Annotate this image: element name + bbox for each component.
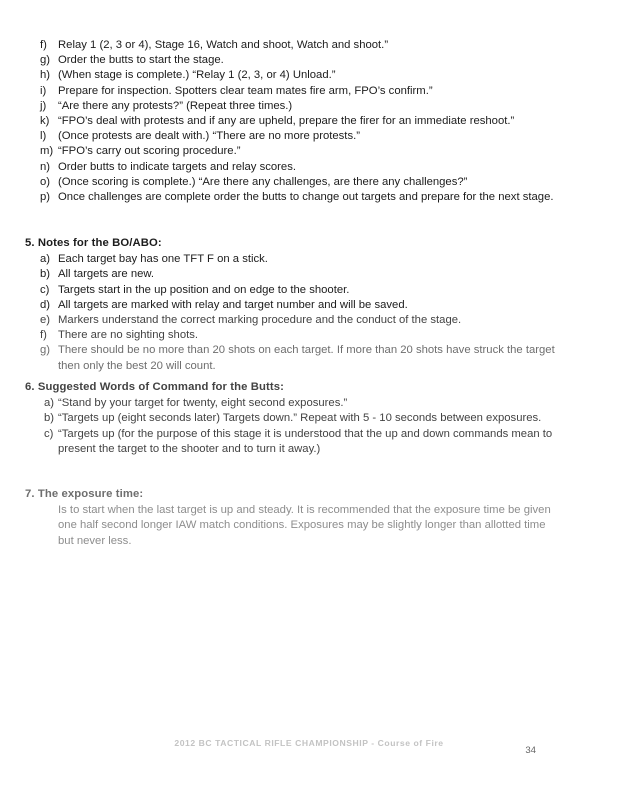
section-7-block <box>0 487 618 549</box>
section-5-heading: 5. Notes for the BO/ABO: <box>25 237 162 249</box>
list-marker: c) <box>44 427 54 440</box>
list-item <box>0 190 618 205</box>
list-marker: b) <box>44 412 55 425</box>
list-item <box>0 411 618 426</box>
list-marker: d) <box>40 298 51 311</box>
section-7-heading: 7. The exposure time: <box>25 488 144 500</box>
list-item <box>0 68 618 83</box>
list-marker: e) <box>40 314 51 327</box>
list-text: (Once scoring is complete.) “Are there any challenges, are there any challenges?” <box>58 175 468 188</box>
section-5-list <box>0 252 618 374</box>
list-marker: i) <box>40 84 47 97</box>
list-text: (Once protests are dealt with.) “There are no more protests.” <box>58 130 360 143</box>
list-item <box>0 313 618 328</box>
list-item <box>0 53 618 68</box>
list-text: “Targets up (for the purpose of this stage it is understood that the up and down commands mean to present the target to the shooter and to turn it away.) <box>58 427 553 455</box>
list-item <box>0 328 618 343</box>
list-text: Once challenges are complete order the butts to change out targets and prepare for the next stage. <box>58 191 554 204</box>
list-text: “FPO’s carry out scoring procedure.” <box>58 145 241 158</box>
section-6-heading: 6. Suggested Words of Command for the Butts: <box>25 381 285 393</box>
list-text: Relay 1 (2, 3 or 4), Stage 16, Watch and shoot, Watch and shoot.” <box>58 39 389 51</box>
list-item <box>0 252 618 267</box>
list-item <box>0 114 618 129</box>
section-5-block <box>0 236 618 374</box>
list-marker: a) <box>44 397 55 410</box>
list-item <box>0 129 618 144</box>
list-text: Prepare for inspection. Spotters clear team mates fire arm, FPO’s confirm.” <box>58 84 433 97</box>
list-marker: g) <box>40 54 51 67</box>
list-marker: m) <box>40 145 54 158</box>
section-7-body: Is to start when the last target is up and steady. It is recommended that the exposure time be given one half second longer IAW match conditions. Exposures may be slightly longer than allotted time but never less. <box>58 504 551 547</box>
list-marker: j) <box>40 99 47 112</box>
list-item <box>0 38 618 53</box>
list-item <box>0 99 618 114</box>
list-item <box>0 343 618 373</box>
list-text: Order butts to indicate targets and relay scores. <box>58 160 296 173</box>
list-marker: f) <box>40 329 47 342</box>
list-item <box>0 267 618 282</box>
list-text: Targets start in the up position and on edge to the shooter. <box>58 283 350 296</box>
list-item <box>0 298 618 313</box>
list-text: (When stage is complete.) “Relay 1 (2, 3, or 4) Unload.” <box>58 69 336 82</box>
list-marker: c) <box>40 283 50 296</box>
section-6-block <box>0 380 618 457</box>
list-marker: o) <box>40 175 51 188</box>
list-item <box>0 84 618 99</box>
list-marker: p) <box>40 191 51 204</box>
list-marker: k) <box>40 115 50 128</box>
list-item <box>0 144 618 159</box>
list-text: Each target bay has one TFT F on a stick. <box>58 253 268 266</box>
list-item <box>0 396 618 411</box>
list-marker: n) <box>40 160 51 173</box>
list-marker: a) <box>40 253 51 266</box>
list-marker: g) <box>40 344 51 357</box>
list-item <box>0 283 618 298</box>
list-marker: b) <box>40 268 51 281</box>
list-marker: l) <box>40 130 47 143</box>
list-item <box>0 175 618 190</box>
list-text: All targets are marked with relay and target number and will be saved. <box>58 298 408 311</box>
list-text: All targets are new. <box>58 268 155 281</box>
list-text: Markers understand the correct marking procedure and the conduct of the stage. <box>58 314 462 327</box>
continued-list <box>0 38 618 205</box>
list-text: “Are there any protests?” (Repeat three times.) <box>58 99 293 112</box>
list-text: “Stand by your target for twenty, eight second exposures.” <box>58 397 348 410</box>
list-marker: h) <box>40 69 51 82</box>
list-item <box>0 160 618 175</box>
list-text: “FPO’s deal with protests and if any are upheld, prepare the firer for an immediate reshoot.” <box>58 115 515 128</box>
list-item <box>0 427 618 457</box>
page-number: 34 <box>525 745 536 756</box>
list-text: There are no sighting shots. <box>58 329 199 342</box>
footer-title: 2012 BC TACTICAL RIFLE CHAMPIONSHIP - Course of Fire <box>174 738 444 748</box>
list-text: There should be no more than 20 shots on each target. If more than 20 shots have struck the target then only the best 20 will count. <box>58 344 555 372</box>
list-text: Order the butts to start the stage. <box>58 54 224 67</box>
section-6-list <box>0 396 618 457</box>
list-text: “Targets up (eight seconds later) Targets down.” Repeat with 5 - 10 seconds between exposures. <box>58 412 542 425</box>
list-marker: f) <box>40 39 47 51</box>
continued-list-block <box>0 38 618 205</box>
